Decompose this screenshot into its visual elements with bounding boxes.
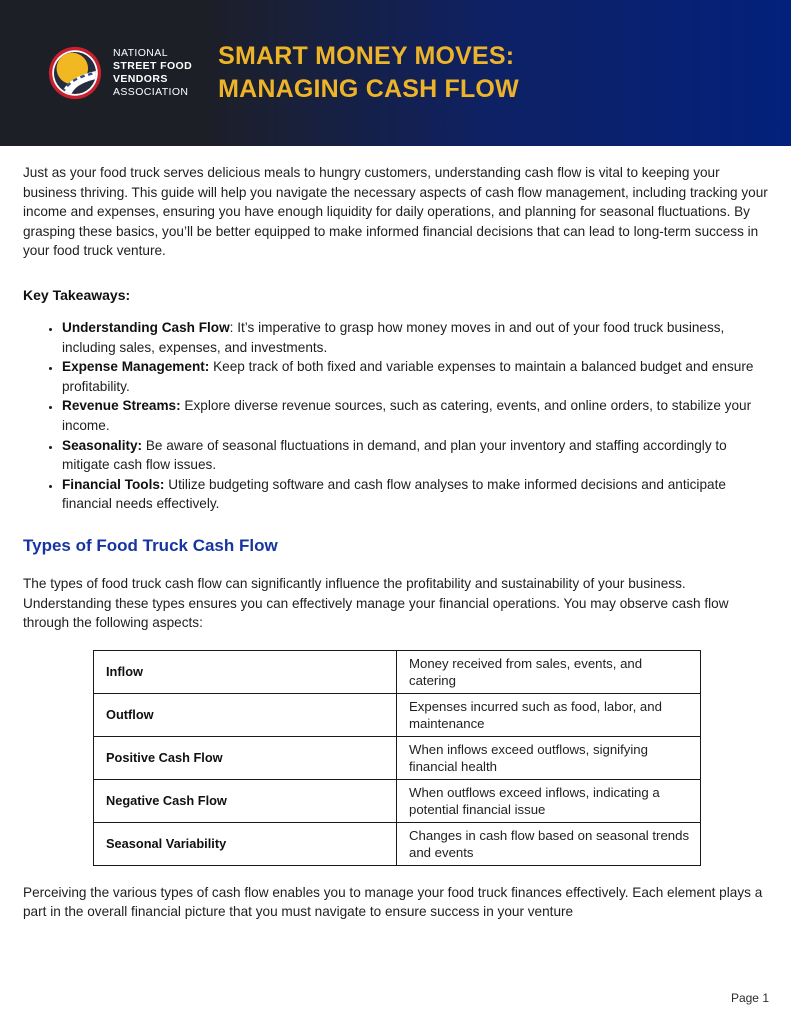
list-item (61, 475, 768, 514)
title-line-1: SMART MONEY MOVES: (218, 42, 515, 70)
table-desc-cell: Money received from sales, events, and catering (397, 650, 701, 693)
table-row (94, 779, 701, 822)
key-takeaways-list (23, 318, 768, 514)
takeaway-text: Explore diverse revenue sources, such as catering, events, and online orders, to stabilize your income. (62, 398, 752, 433)
table-term-cell: Inflow (94, 650, 397, 693)
association-logo-icon (48, 46, 102, 100)
closing-paragraph: Perceiving the various types of cash flow enables you to manage your food truck finances effectively. Each element plays a part in the overall financial picture that you must navigate to ensure success in your venture (23, 884, 763, 920)
logo-line-national: NATIONAL (113, 47, 168, 59)
table-row (94, 693, 701, 736)
table-desc-cell: Expenses incurred such as food, labor, and maintenance (397, 693, 701, 736)
logo-wordmark (113, 47, 192, 99)
table-term-cell: Positive Cash Flow (94, 736, 397, 779)
logo-line-association: ASSOCIATION (113, 86, 189, 98)
list-item (61, 318, 768, 357)
section-heading-types-of-cash-flow: Types of Food Truck Cash Flow (23, 535, 278, 555)
cash-flow-types-table (93, 650, 701, 866)
takeaway-label: Revenue Streams: (62, 398, 181, 414)
page-number: Page 1 (730, 991, 769, 1005)
header-banner (0, 0, 791, 146)
table-term-cell: Outflow (94, 693, 397, 736)
takeaway-text: Utilize budgeting software and cash flow analyses to make informed decisions and anticipate financial needs effectively. (62, 476, 726, 512)
document-title (218, 40, 519, 106)
table-desc-cell: When inflows exceed outflows, signifying financial health (397, 736, 701, 779)
list-item (61, 436, 768, 475)
list-item (61, 357, 768, 396)
table-row (94, 822, 701, 865)
logo (48, 46, 192, 100)
takeaway-label: Expense Management: (62, 359, 210, 375)
takeaway-label: Seasonality: (62, 437, 143, 453)
table-row (94, 650, 701, 693)
table-row (94, 736, 701, 779)
key-takeaways-heading: Key Takeaways: (23, 286, 131, 303)
intro-paragraph: Just as your food truck serves delicious meals to hungry customers, understanding cash flow is vital to keeping your business thriving. This guide will help you navigate the necessary aspects of cash flow management, including tracking your income and expenses, ensuring you have enough liquidity for daily operations, and planning for seasonal fluctuations. By grasping these basics, you’ll be better equipped to make informed financial decisions that can lead to long-term success in your food truck venture. (23, 165, 768, 259)
takeaway-label: Understanding Cash Flow (62, 319, 230, 335)
section-intro-paragraph: The types of food truck cash flow can significantly influence the profitability and sustainability of your business. Understanding these types ensures you can effectively manage your financial operations. You may observe cash flow through the following aspects: (23, 575, 729, 631)
table-term-cell: Negative Cash Flow (94, 779, 397, 822)
logo-line-street-food: STREET FOOD (113, 60, 193, 72)
logo-line-vendors: VENDORS (113, 73, 168, 85)
table-term-cell: Seasonal Variability (94, 822, 397, 865)
takeaway-text: Be aware of seasonal fluctuations in demand, and plan your inventory and staffing accordingly to mitigate cash flow issues. (62, 437, 727, 473)
takeaway-text: Keep track of both fixed and variable expenses to maintain a balanced budget and ensure profitability. (62, 359, 754, 394)
list-item (61, 396, 768, 435)
table-desc-cell: Changes in cash flow based on seasonal trends and events (397, 822, 701, 865)
takeaway-text: : It’s imperative to grasp how money moves in and out of your food truck business, including sales, expenses, and investments. (62, 319, 725, 355)
page-content (0, 163, 791, 922)
table-desc-cell: When outflows exceed inflows, indicating a potential financial issue (397, 779, 701, 822)
title-line-2: MANAGING CASH FLOW (218, 75, 519, 103)
takeaway-label: Financial Tools: (62, 476, 165, 492)
